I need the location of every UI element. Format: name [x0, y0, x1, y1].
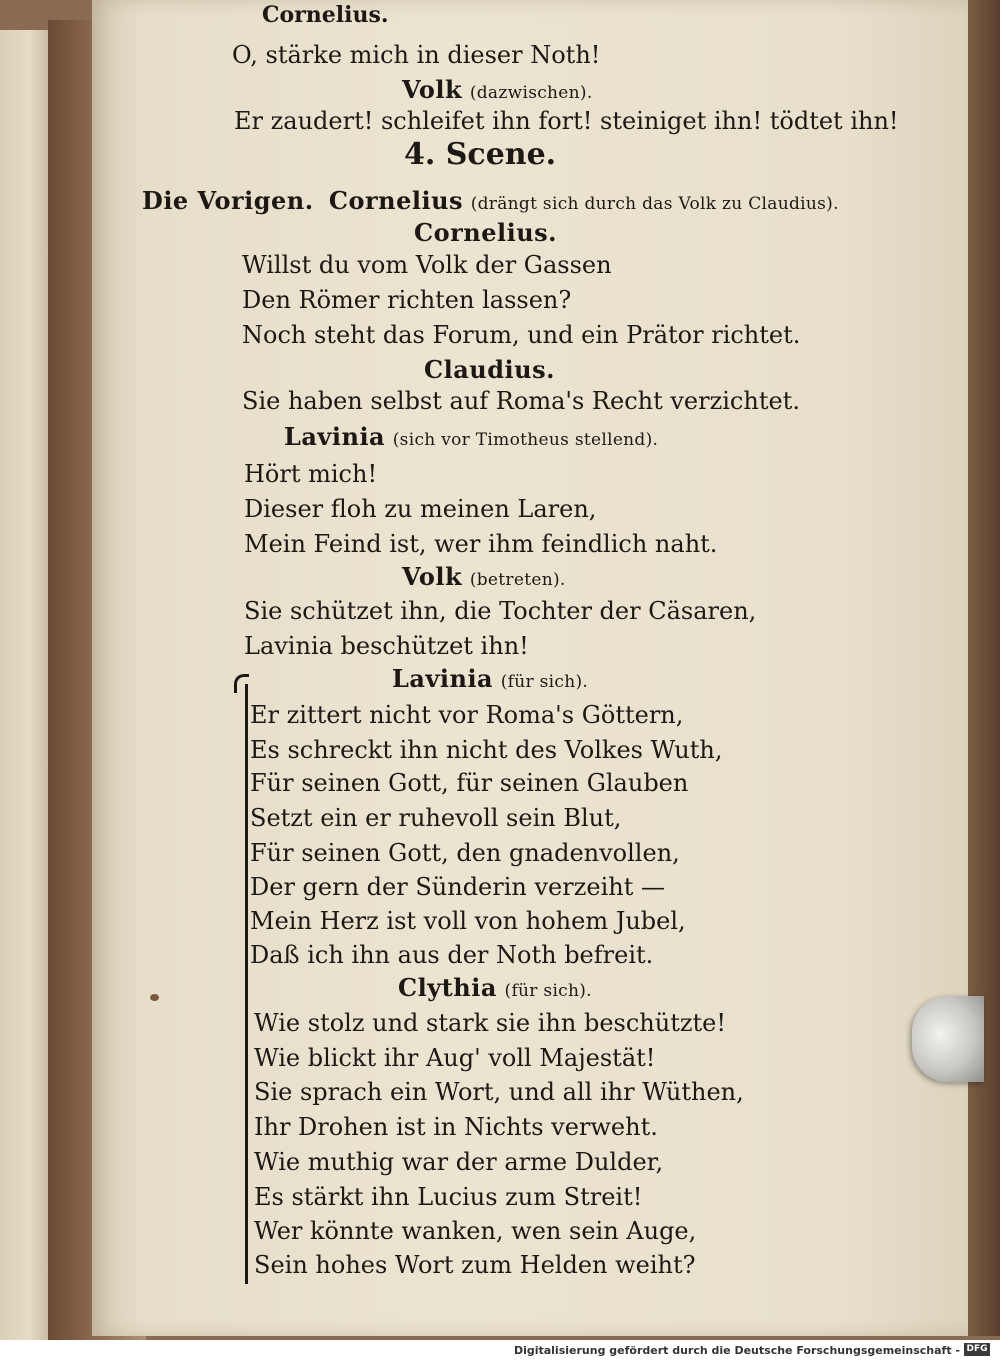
- verse-line: Mein Herz ist voll von hohem Jubel,: [250, 907, 686, 935]
- speaker-heading: Volk (betreten).: [402, 562, 566, 591]
- verse-line: Hört mich!: [244, 460, 378, 488]
- verse-line: Wie stolz und stark sie ihn beschützte!: [254, 1009, 726, 1037]
- speaker-heading: Volk (dazwischen).: [402, 75, 593, 104]
- verse-line: Er zaudert! schleifet ihn fort! steiniget ihn! tödtet ihn!: [234, 107, 899, 135]
- footer-credit: Digitalisierung gefördert durch die Deutsche Forschungsgemeinschaft -: [513, 1344, 960, 1357]
- verse-line: Sein hohes Wort zum Helden weiht?: [254, 1251, 696, 1279]
- verse-line: Willst du vom Volk der Gassen: [242, 251, 612, 279]
- verse-line: Ihr Drohen ist in Nichts verweht.: [254, 1113, 658, 1141]
- speaker-heading: Cornelius.: [414, 218, 558, 247]
- verse-line: Wie blickt ihr Aug' voll Majestät!: [254, 1044, 656, 1072]
- scene-heading: 4. Scene.: [404, 137, 557, 172]
- speaker-heading: Lavinia (für sich).: [392, 664, 589, 693]
- verse-line: Daß ich ihn aus der Noth befreit.: [250, 941, 654, 969]
- verse-line: Sie haben selbst auf Roma's Recht verzichtet.: [242, 387, 800, 415]
- dfg-logo-icon: DFG: [964, 1343, 990, 1356]
- verse-line: Lavinia beschützet ihn!: [244, 632, 529, 660]
- verse-line: Mein Feind ist, wer ihm feindlich naht.: [244, 530, 718, 558]
- verse-line: Er zittert nicht vor Roma's Göttern,: [250, 701, 684, 729]
- verse-line: Es schreckt ihn nicht des Volkes Wuth,: [250, 736, 723, 764]
- verse-line: Dieser floh zu meinen Laren,: [244, 495, 597, 523]
- verse-line: Wie muthig war der arme Dulder,: [254, 1148, 664, 1176]
- verse-line: Für seinen Gott, den gnadenvollen,: [250, 839, 680, 867]
- speaker-heading: Claudius.: [424, 355, 555, 384]
- verse-line: Noch steht das Forum, und ein Prätor richtet.: [242, 321, 801, 349]
- verse-line: O, stärke mich in dieser Noth!: [232, 41, 601, 69]
- side-bracket: [245, 684, 248, 1284]
- speaker-heading: Clythia (für sich).: [398, 973, 592, 1002]
- verse-line: Es stärkt ihn Lucius zum Streit!: [254, 1183, 643, 1211]
- cut-off-top-line: Cornelius.: [262, 2, 389, 28]
- speaker-heading: Lavinia (sich vor Timotheus stellend).: [284, 422, 659, 451]
- verse-line: Sie schützet ihn, die Tochter der Cäsaren,: [244, 597, 757, 625]
- verse-line: Für seinen Gott, für seinen Glauben: [250, 769, 689, 797]
- verse-line: Der gern der Sünderin verzeiht —: [250, 873, 665, 901]
- cast-line: Die Vorigen. Cornelius (drängt sich durch das Volk zu Claudius).: [142, 186, 839, 215]
- verse-line: Setzt ein er ruhevoll sein Blut,: [250, 804, 622, 832]
- verse-line: Sie sprach ein Wort, und all ihr Wüthen,: [254, 1078, 744, 1106]
- verse-line: Den Römer richten lassen?: [242, 286, 572, 314]
- verse-line: Wer könnte wanken, wen sein Auge,: [254, 1217, 697, 1245]
